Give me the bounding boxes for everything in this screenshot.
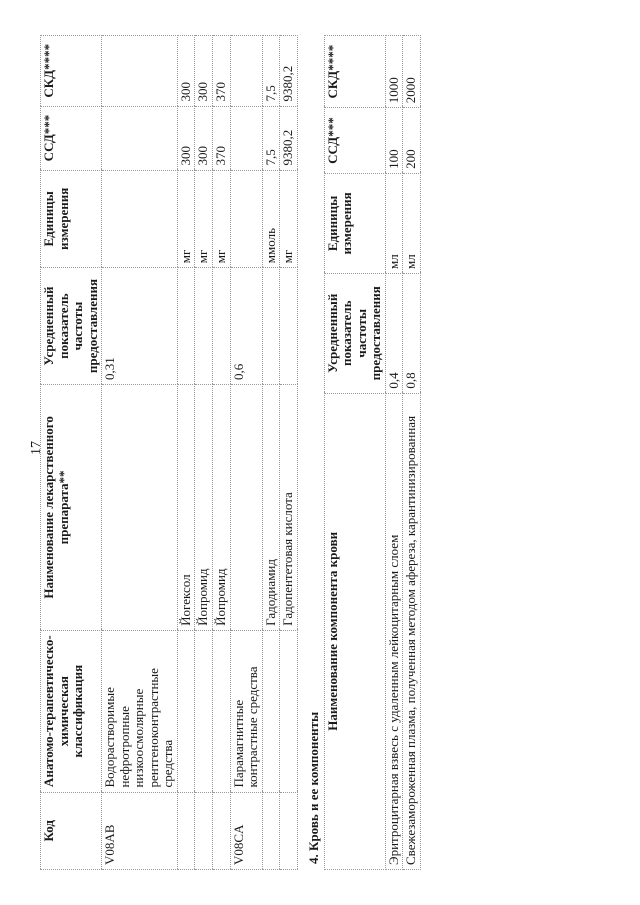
table-row: [102, 36, 178, 870]
cell-empty: [280, 792, 298, 869]
cell-empty: [230, 384, 262, 630]
cell-frequency: 0,8: [403, 273, 421, 393]
table-row: [177, 36, 195, 870]
cell-code: V08AB: [102, 792, 178, 869]
cell-empty: [230, 106, 262, 170]
header-code: Код: [41, 792, 102, 869]
cell-unit: мг: [195, 170, 213, 268]
cell-empty: [177, 792, 195, 869]
cell-skd: 2000: [403, 36, 421, 108]
cell-atc: Водорастворимые нефротропные низкоосмолярные рентгеноконтрастные средства: [102, 630, 178, 792]
cell-skd: 300: [195, 36, 213, 107]
cell-code: V08CA: [230, 792, 262, 869]
cell-empty: [102, 106, 178, 170]
cell-empty: [230, 170, 262, 268]
page-number: 17: [29, 441, 44, 455]
cell-empty: [102, 36, 178, 107]
header-frequency: Усредненный показатель частоты предоставления: [41, 268, 102, 385]
table-row: [385, 36, 403, 870]
cell-skd: 370: [213, 36, 231, 107]
cell-component-name: Свежезамороженная плазма, полученная методом афереза, карантинизированная: [403, 393, 421, 869]
cell-empty: [213, 630, 231, 792]
cell-empty: [177, 268, 195, 385]
cell-unit: мг: [280, 170, 298, 268]
cell-empty: [177, 630, 195, 792]
table-row: [280, 36, 298, 870]
cell-ssd: 200: [403, 108, 421, 174]
header-drug: Наименование лекарственного препарата**: [41, 384, 102, 630]
cell-ssd: 300: [195, 106, 213, 170]
cell-drug-name: Йопромид: [213, 384, 231, 630]
cell-empty: [280, 268, 298, 385]
header-ssd: ССД***: [41, 106, 102, 170]
cell-empty: [262, 268, 280, 385]
blood-components-table: [324, 35, 421, 870]
cell-empty: [213, 268, 231, 385]
cell-empty: [195, 792, 213, 869]
table-row: [230, 36, 262, 870]
cell-ssd: 9380,2: [280, 106, 298, 170]
table-row: [195, 36, 213, 870]
cell-unit: мг: [213, 170, 231, 268]
header-unit: Единицы измерения: [41, 170, 102, 268]
cell-frequency: 0,4: [385, 273, 403, 393]
cell-unit: ммоль: [262, 170, 280, 268]
table-row: [262, 36, 280, 870]
cell-skd: 7,5: [262, 36, 280, 107]
cell-empty: [262, 630, 280, 792]
header-component-name: Наименование компонента крови: [324, 393, 385, 869]
header-frequency: Усредненный показатель частоты предоставления: [324, 273, 385, 393]
cell-frequency: 0,31: [102, 268, 178, 385]
header-skd: СКД****: [324, 36, 385, 108]
table-row: [213, 36, 231, 870]
cell-ssd: 370: [213, 106, 231, 170]
cell-unit: мл: [385, 173, 403, 273]
cell-empty: [230, 36, 262, 107]
cell-empty: [213, 792, 231, 869]
cell-skd: 9380,2: [280, 36, 298, 107]
cell-empty: [102, 384, 178, 630]
blood-table-header: [324, 36, 385, 870]
drugs-table-header: [41, 36, 102, 870]
cell-empty: [195, 630, 213, 792]
cell-ssd: 7,5: [262, 106, 280, 170]
cell-drug-name: Гадопентетовая кислота: [280, 384, 298, 630]
cell-empty: [195, 268, 213, 385]
rotated-page-content: [40, 35, 640, 870]
header-unit: Единицы измерения: [324, 173, 385, 273]
cell-unit: мл: [403, 173, 421, 273]
header-ssd: ССД***: [324, 108, 385, 174]
cell-skd: 1000: [385, 36, 403, 108]
cell-drug-name: Гадодиамид: [262, 384, 280, 630]
drugs-table: [40, 35, 298, 870]
table-row: [403, 36, 421, 870]
cell-component-name: Эритроцитарная взвесь с удаленным лейкоцитарным слоем: [385, 393, 403, 869]
section-title: 4. Кровь и ее компоненты: [305, 711, 321, 864]
cell-empty: [102, 170, 178, 268]
header-atc: Анатомо-терапевтическо-химическая классификация: [41, 630, 102, 792]
cell-drug-name: Йогексол: [177, 384, 195, 630]
cell-skd: 300: [177, 36, 195, 107]
header-skd: СКД****: [41, 36, 102, 107]
cell-drug-name: Йопромид: [195, 384, 213, 630]
cell-unit: мг: [177, 170, 195, 268]
cell-atc: Парамагнитные контрастные средства: [230, 630, 262, 792]
cell-ssd: 300: [177, 106, 195, 170]
cell-empty: [280, 630, 298, 792]
cell-ssd: 100: [385, 108, 403, 174]
cell-frequency: 0,6: [230, 268, 262, 385]
cell-empty: [262, 792, 280, 869]
